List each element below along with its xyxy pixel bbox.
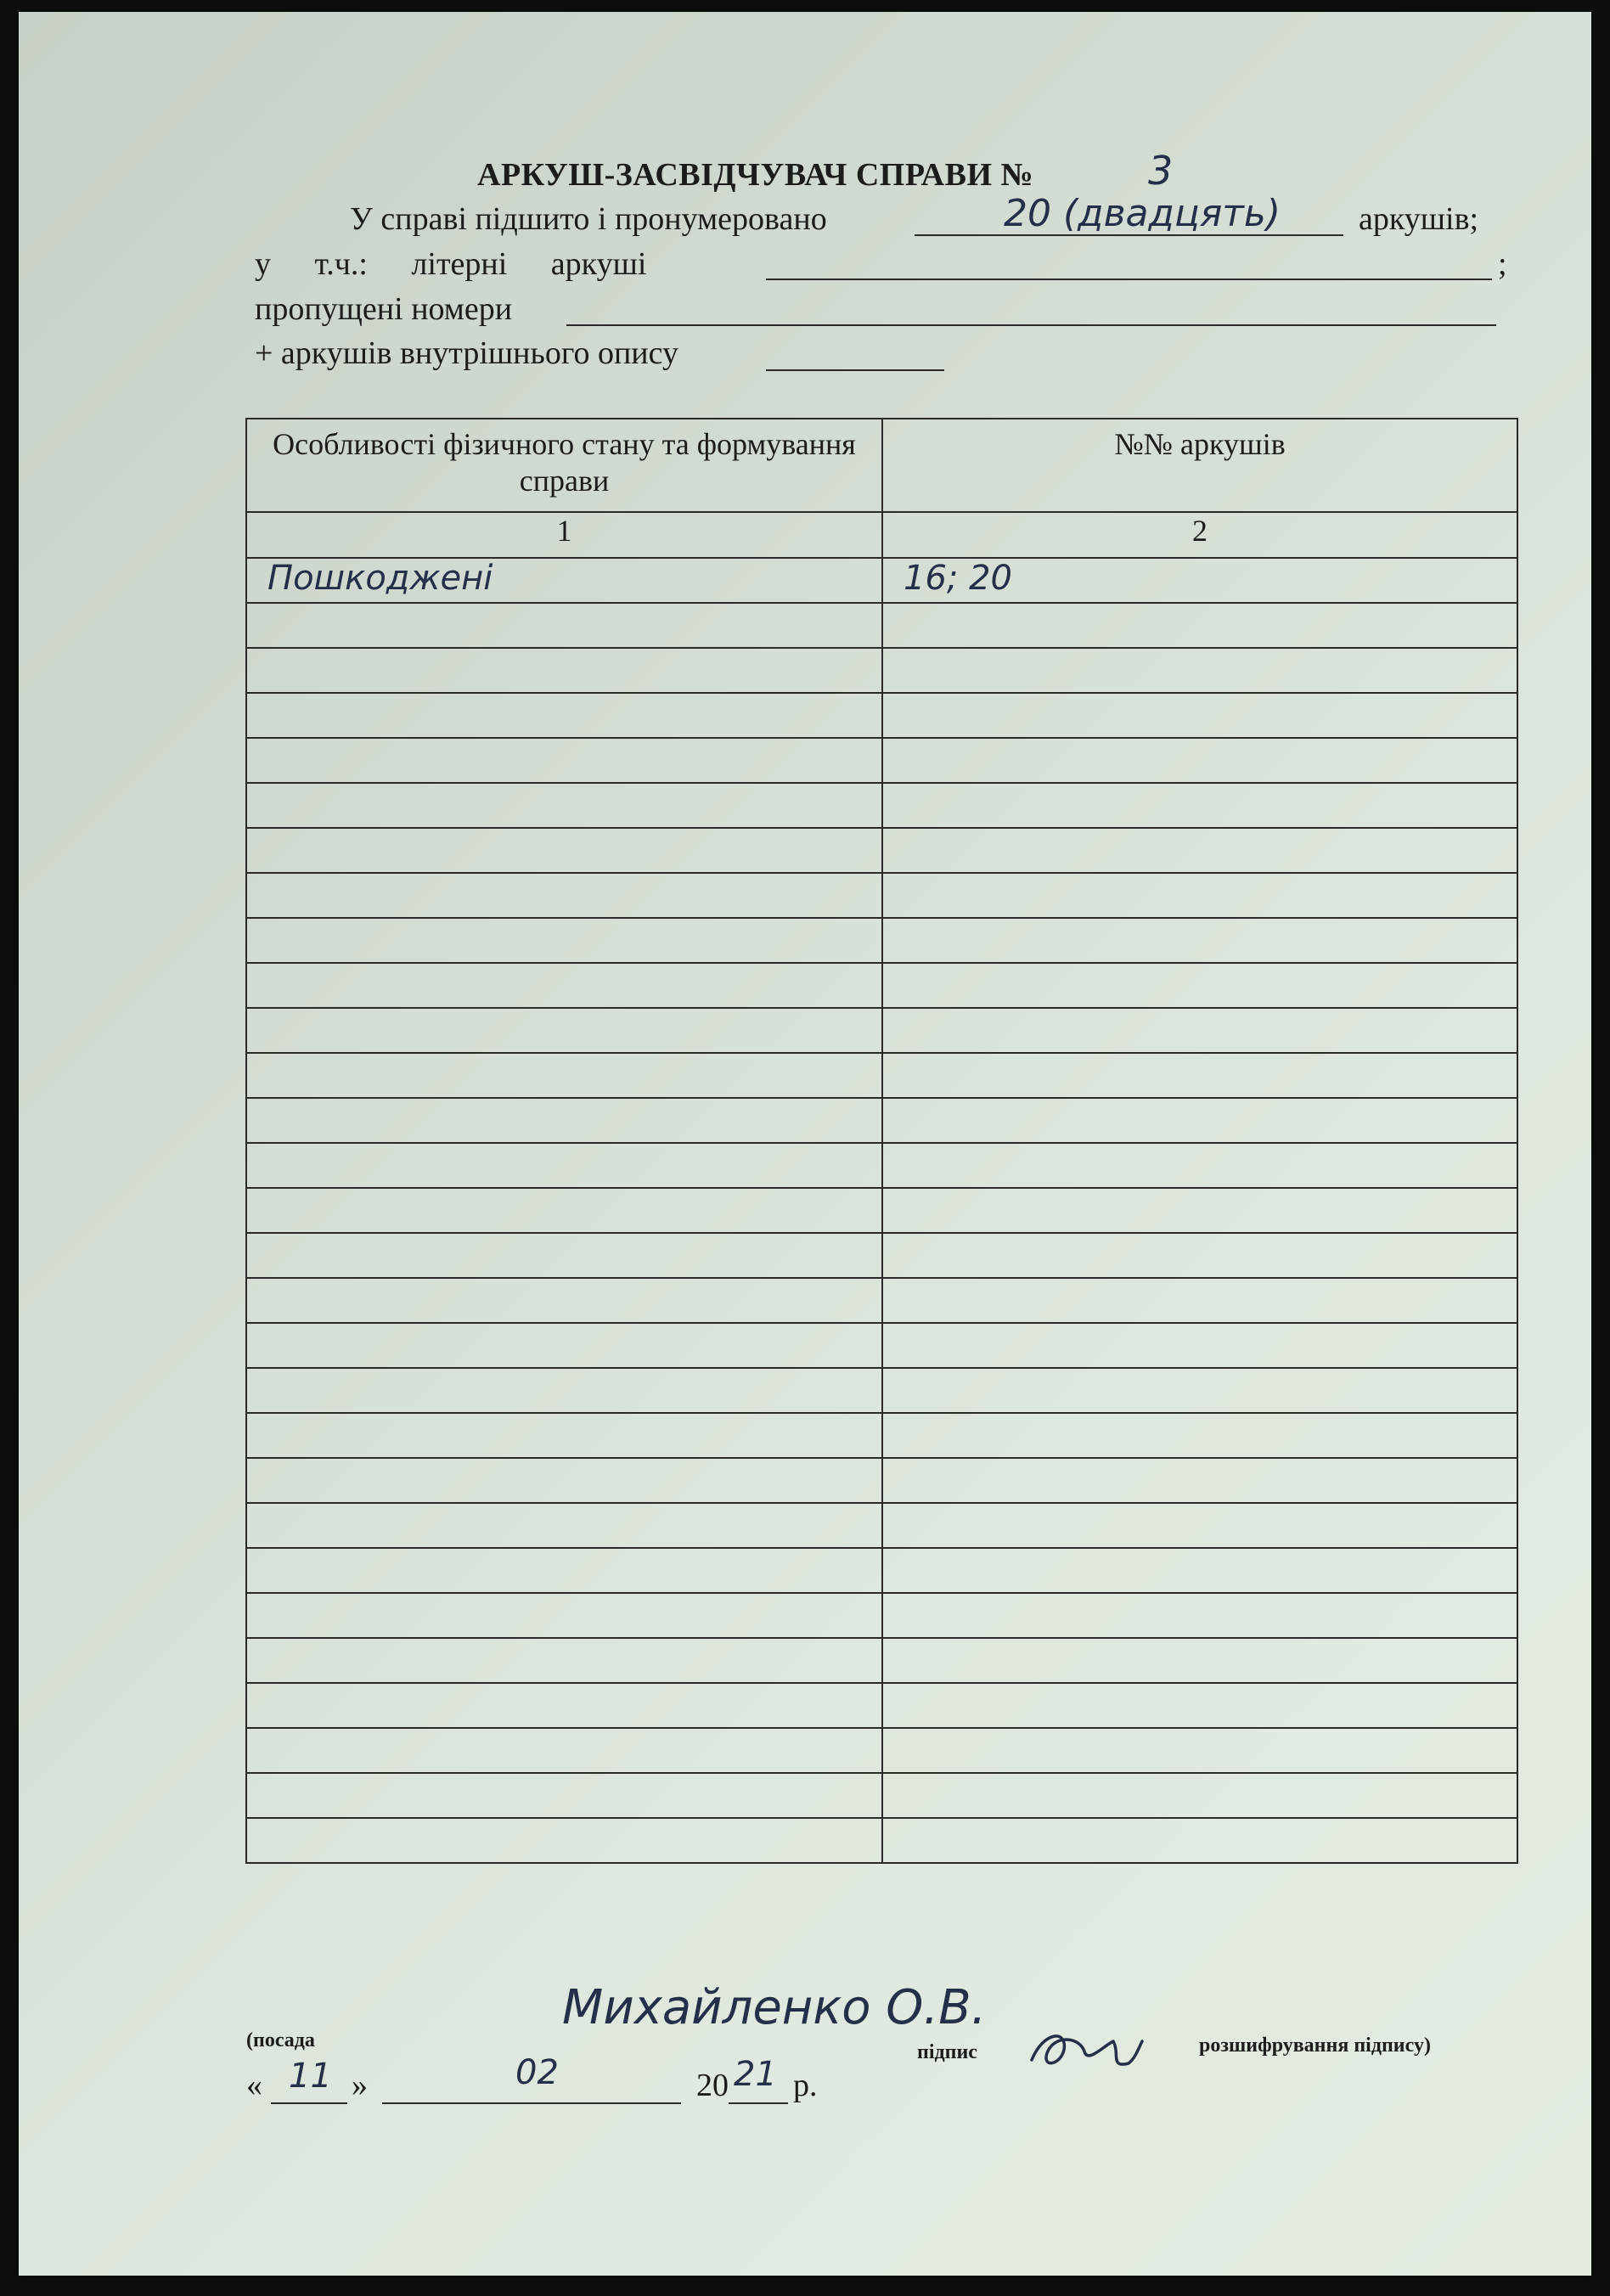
sheet-numbers-cell (882, 1008, 1517, 1053)
condition-cell: Пошкоджені (246, 558, 882, 603)
column-number-2: 2 (882, 512, 1517, 558)
table-row (246, 828, 1517, 873)
sheet-numbers-cell (882, 1233, 1517, 1278)
year-unit: р. (793, 2068, 818, 2103)
day-handwritten: 11 (289, 2057, 332, 2096)
line3-underline (566, 324, 1496, 326)
month-underline (382, 2102, 681, 2104)
condition-cell (246, 1188, 882, 1233)
table-row (246, 1098, 1517, 1143)
sheet-numbers-cell (882, 1323, 1517, 1368)
line2-suffix: ; (1498, 246, 1507, 282)
condition-cell (246, 783, 882, 828)
sheet-numbers-cell (882, 1143, 1517, 1188)
condition-cell (246, 693, 882, 738)
condition-cell (246, 1053, 882, 1098)
table-row (246, 1458, 1517, 1503)
year-underline (729, 2102, 788, 2104)
document-sheet (19, 12, 1591, 2276)
condition-cell (246, 603, 882, 648)
line4-underline (766, 369, 944, 371)
table-row (246, 1413, 1517, 1458)
sheet-numbers-cell (882, 1413, 1517, 1458)
sheet-count-handwritten: 20 (двадцять) (1004, 192, 1281, 235)
date-close-quote: » (352, 2068, 368, 2103)
table-row (246, 1548, 1517, 1593)
table-row (246, 1323, 1517, 1368)
header-condition: Особливості фізичного стану та формування справи (246, 419, 882, 512)
line2-prefix: у т.ч.: літерні аркуші (255, 246, 647, 282)
table-row (246, 873, 1517, 918)
sheet-numbers-cell (882, 693, 1517, 738)
condition-cell (246, 918, 882, 963)
condition-cell (246, 1638, 882, 1683)
table-row (246, 693, 1517, 738)
sheet-numbers-cell (882, 603, 1517, 648)
condition-cell (246, 873, 882, 918)
case-number-handwritten: 3 (1148, 148, 1174, 194)
decoding-caption: розшифрування підпису) (1199, 2034, 1431, 2057)
table-row (246, 1143, 1517, 1188)
condition-cell (246, 1818, 882, 1863)
sheet-numbers-cell (882, 1368, 1517, 1413)
table-row (246, 1008, 1517, 1053)
table-row (246, 1053, 1517, 1098)
table-row (246, 1773, 1517, 1818)
line2-underline (766, 279, 1492, 280)
condition-cell (246, 1008, 882, 1053)
header-sheet-numbers: №№ аркушів (882, 419, 1517, 512)
condition-cell (246, 1278, 882, 1323)
signature-caption: підпис (917, 2041, 977, 2063)
table-row (246, 1278, 1517, 1323)
sheet-numbers-cell (882, 648, 1517, 693)
table-row (246, 1368, 1517, 1413)
sheet-numbers-cell (882, 1278, 1517, 1323)
table-row (246, 603, 1517, 648)
condition-cell (246, 1458, 882, 1503)
condition-cell (246, 963, 882, 1008)
sheet-numbers-cell (882, 1548, 1517, 1593)
sheet-numbers-cell (882, 1053, 1517, 1098)
table-row (246, 1683, 1517, 1728)
date-open-quote: « (246, 2068, 262, 2103)
signer-name-handwritten: Михайленко О.В. (562, 1980, 987, 2035)
table-row (246, 1188, 1517, 1233)
table-row (246, 918, 1517, 963)
condition-cell (246, 1773, 882, 1818)
condition-cell (246, 1368, 882, 1413)
sheet-numbers-cell (882, 828, 1517, 873)
table-row (246, 1233, 1517, 1278)
condition-cell (246, 1593, 882, 1638)
sheet-numbers-cell: 16; 20 (882, 558, 1517, 603)
condition-cell (246, 1413, 882, 1458)
sheet-numbers-cell (882, 1638, 1517, 1683)
table-row (246, 738, 1517, 783)
condition-cell (246, 1548, 882, 1593)
condition-table (245, 418, 1518, 1864)
table-row (246, 1593, 1517, 1638)
condition-cell (246, 1233, 882, 1278)
sheet-numbers-cell (882, 1098, 1517, 1143)
day-underline (271, 2102, 347, 2104)
table-row (246, 558, 1517, 603)
table-row (246, 1728, 1517, 1773)
table-row (246, 783, 1517, 828)
table-row (246, 963, 1517, 1008)
sheet-numbers-cell (882, 783, 1517, 828)
column-number-1: 1 (246, 512, 882, 558)
year-prefix: 20 (696, 2068, 729, 2103)
year-suffix-handwritten: 21 (734, 2055, 777, 2094)
month-handwritten: 02 (515, 2053, 559, 2092)
table-row (246, 1503, 1517, 1548)
condition-cell (246, 1098, 882, 1143)
sheet-numbers-cell (882, 738, 1517, 783)
sheet-numbers-cell (882, 1683, 1517, 1728)
sheet-numbers-cell (882, 1458, 1517, 1503)
sheet-numbers-cell (882, 963, 1517, 1008)
table-row (246, 1638, 1517, 1683)
sheet-numbers-cell (882, 1188, 1517, 1233)
sheet-numbers-cell (882, 918, 1517, 963)
table-row (246, 1818, 1517, 1863)
line1-suffix: аркушів; (1359, 201, 1479, 237)
line1-prefix: У справі підшито і пронумеровано (350, 201, 827, 237)
condition-cell (246, 1323, 882, 1368)
condition-cell (246, 738, 882, 783)
sheet-numbers-cell (882, 1818, 1517, 1863)
sheet-numbers-cell (882, 1773, 1517, 1818)
line4-prefix: + аркушів внутрішнього опису (255, 335, 678, 371)
sheet-numbers-cell (882, 1728, 1517, 1773)
sheet-numbers-cell (882, 1593, 1517, 1638)
position-caption: (посада (246, 2029, 315, 2051)
condition-cell (246, 1683, 882, 1728)
condition-cell (246, 828, 882, 873)
sheet-numbers-cell (882, 1503, 1517, 1548)
condition-cell (246, 1728, 882, 1773)
document-title: АРКУШ-ЗАСВІДЧУВАЧ СПРАВИ № (477, 157, 1034, 193)
condition-cell (246, 648, 882, 693)
handwritten-signature (1025, 2016, 1144, 2084)
condition-cell (246, 1503, 882, 1548)
table-row (246, 648, 1517, 693)
sheet-numbers-cell (882, 873, 1517, 918)
line3-prefix: пропущені номери (255, 291, 513, 327)
condition-cell (246, 1143, 882, 1188)
